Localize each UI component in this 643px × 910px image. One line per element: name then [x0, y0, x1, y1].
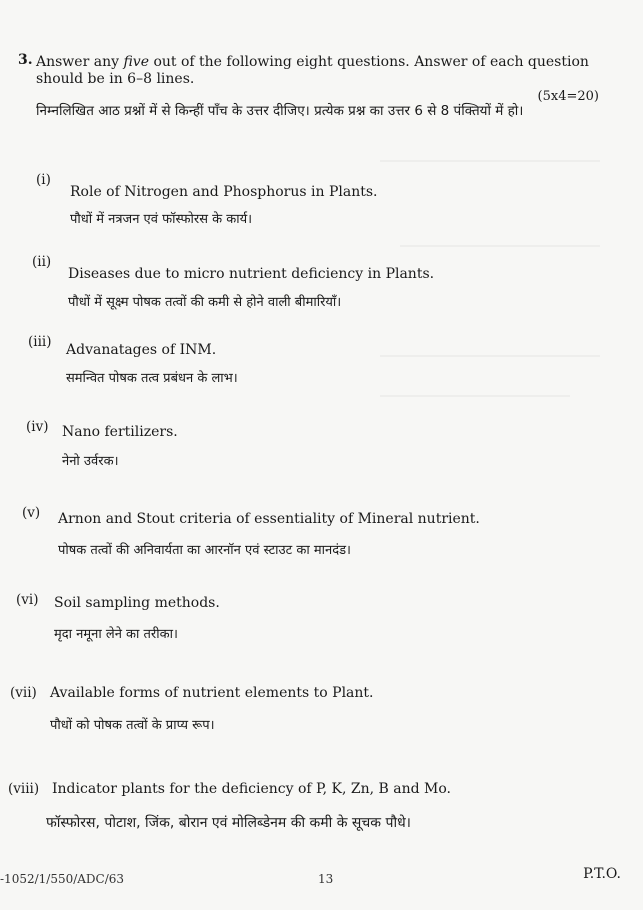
item-number: (iv)	[26, 419, 49, 435]
item-number: (ii)	[32, 254, 52, 270]
item-hindi: मृदा नमूना लेने का तरीका।	[54, 627, 178, 642]
item-english: Diseases due to micro nutrient deficiency in Plants.	[68, 266, 435, 282]
bleed-through-mark	[380, 395, 570, 397]
item-english: Role of Nitrogen and Phosphorus in Plants.	[70, 184, 378, 200]
item-english: Soil sampling methods.	[54, 595, 220, 611]
item-number: (i)	[36, 172, 51, 188]
item-number: (vii)	[10, 685, 37, 701]
bleed-through-mark	[380, 355, 600, 357]
please-turn-over: P.T.O.	[583, 866, 621, 882]
item-hindi: पौधों में सूक्ष्म पोषक तत्वों की कमी से होने वाली बीमारियाँ।	[68, 295, 342, 310]
item-number: (v)	[22, 505, 41, 521]
item-hindi: पौधों में नत्रजन एवं फॉस्फोरस के कार्य।	[70, 212, 253, 227]
item-hindi: फॉस्फोरस, पोटाश, जिंक, बोरान एवं मोलिब्डेनम की कमी के सूचक पौधे।	[46, 815, 411, 831]
item-english: Available forms of nutrient elements to Plant.	[50, 685, 374, 701]
item-hindi: पौधों को पोषक तत्वों के प्राप्य रूप।	[50, 718, 215, 733]
item-number: (vi)	[16, 592, 39, 608]
item-hindi: समन्वित पोषक तत्व प्रबंधन के लाभ।	[66, 371, 238, 386]
instruction-hindi: निम्नलिखित आठ प्रश्नों में से किन्हीं पाँच के उत्तर दीजिए। प्रत्येक प्रश्न का उत्तर 6 से 8 पंक्तियों में हो।	[36, 103, 524, 119]
item-english: Advanatages of INM.	[66, 342, 217, 358]
item-english: Arnon and Stout criteria of essentiality of Mineral nutrient.	[58, 511, 480, 527]
bleed-through-mark	[380, 160, 600, 162]
item-english: Indicator plants for the deficiency of P, K, Zn, B and Mo.	[52, 781, 451, 797]
marks-allocation: (5x4=20)	[537, 89, 599, 104]
item-english: Nano fertilizers.	[62, 424, 178, 440]
item-hindi: पोषक तत्वों की अनिवार्यता का आरनॉन एवं स्टाउट का मानदंड।	[58, 543, 351, 558]
bleed-through-mark	[400, 245, 600, 247]
paper-code: -1052/1/550/ADC/63	[0, 872, 125, 886]
item-hindi: नेनो उर्वरक।	[62, 454, 119, 469]
item-number: (iii)	[28, 334, 52, 350]
item-number: (viii)	[8, 781, 40, 797]
question-number: 3.	[18, 52, 33, 68]
instruction-english: Answer any five out of the following eight questions. Answer of each question should be in 6–8 lines.	[36, 54, 589, 87]
page-number: 13	[318, 872, 334, 886]
